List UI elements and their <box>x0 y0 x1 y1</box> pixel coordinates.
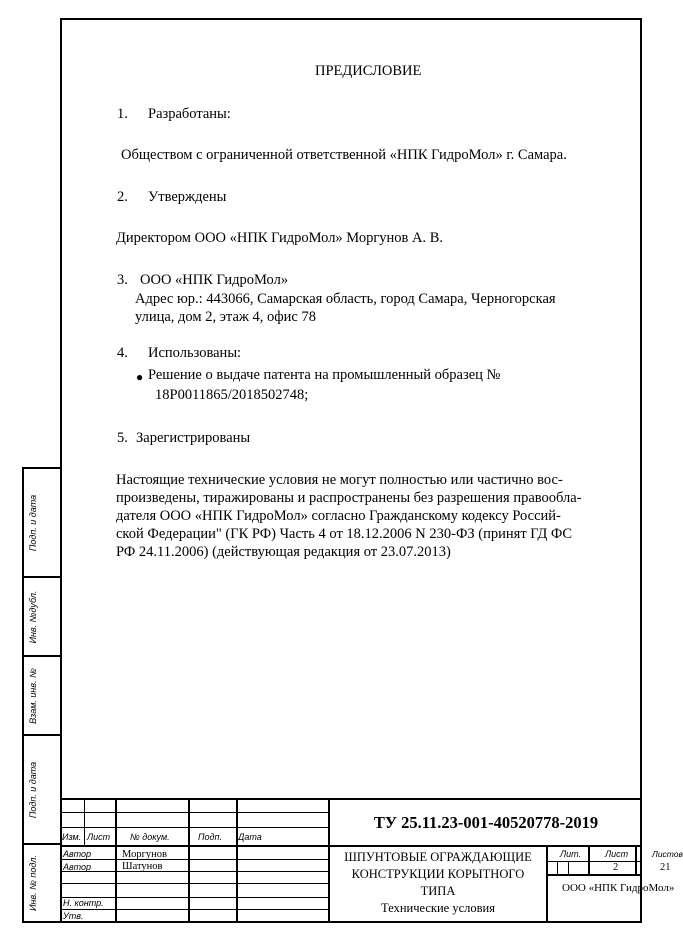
side-label: Подп. и дата <box>28 494 38 551</box>
bullet-line: 18Р0011865/2018502748; <box>155 387 309 403</box>
stamp-row-line <box>60 871 330 872</box>
stamp-role: Автор <box>63 862 92 872</box>
stamp-row-line <box>60 909 330 910</box>
stamp-row-line <box>60 859 330 860</box>
stamp-col-line <box>84 798 85 845</box>
address-line: Адрес юр.: 443066, Самарская область, город Самара, Черногорская <box>135 291 556 307</box>
stamp-header-podp: Подп. <box>198 832 222 842</box>
section-heading: Разработаны: <box>148 106 231 122</box>
bullet-icon: ● <box>136 370 144 384</box>
section-body: Директором ООО «НПК ГидроМол» Моргунов А. В. <box>116 230 444 246</box>
stamp-row-line <box>60 883 330 884</box>
closing-line: произведены, тиражированы и распространены без разрешения правообла- <box>116 490 582 506</box>
section-heading: Зарегистрированы <box>136 430 251 446</box>
stamp-col-line <box>236 798 238 923</box>
stamp-col-line <box>557 861 558 874</box>
side-label: Инв. № подл. <box>28 855 38 911</box>
section-number: 2. <box>117 189 128 205</box>
stamp-name: Моргунов <box>122 849 167 860</box>
stamp-header-list: Лист <box>87 832 111 842</box>
stamp-role: Утв. <box>63 911 84 921</box>
stamp-row-line <box>60 845 330 847</box>
document-title-line: ТИПА <box>420 884 456 898</box>
document-title-line: КОНСТРУКЦИИ КОРЫТНОГО <box>351 867 525 881</box>
stamp-name: Шатунов <box>122 861 163 872</box>
closing-line: РФ 24.11.2006) (действующая редакция от 23.07.2013) <box>116 544 451 560</box>
stamp-row-line <box>546 874 642 876</box>
stamp-col-line <box>635 847 637 875</box>
section-number: 5. <box>117 430 128 446</box>
bullet-line: Решение о выдаче патента на промышленный образец № <box>148 367 501 383</box>
address-line: улица, дом 2, этаж 4, офис 78 <box>135 309 316 325</box>
side-label: Взам. инв. № <box>28 667 38 724</box>
stamp-header-date: Дата <box>238 832 262 842</box>
stamp-col-line <box>188 798 190 923</box>
stamp-organization: ООО «НПК ГидроМол» <box>562 882 675 894</box>
closing-line: Настоящие технические условия не могут полностью или частично вос- <box>116 472 563 488</box>
stamp-header-izm: Изм. <box>62 832 82 842</box>
stamp-sheet-value: 2 <box>613 862 619 873</box>
stamp-sheet-label: Лист <box>605 849 629 859</box>
stamp-sheets-value: 21 <box>660 862 671 873</box>
stamp-row-line <box>546 861 642 862</box>
stamp-role: Н. контр. <box>63 898 104 908</box>
document-title-line: Технические условия <box>381 901 495 915</box>
section-number: 3. <box>117 272 128 288</box>
side-label: Инв. №дубл. <box>28 590 38 643</box>
stamp-col-line <box>115 798 117 923</box>
stamp-header-doc: № докум. <box>130 832 170 842</box>
side-label: Подп. и дата <box>28 761 38 818</box>
stamp-lit-label: Лит. <box>560 849 582 859</box>
stamp-col-line <box>588 847 590 875</box>
stamp-col-line <box>568 861 569 874</box>
document-title <box>330 848 546 923</box>
closing-line: ской Федерации" (ГК РФ) Часть 4 от 18.12.2006 N 230-ФЗ (принят ГД ФС <box>116 526 573 542</box>
title-block <box>60 798 683 923</box>
stamp-sheets-label: Листов <box>652 849 683 859</box>
stamp-row-line <box>60 812 330 813</box>
document-code: ТУ 25.11.23-001-40520778-2019 <box>373 813 599 832</box>
section-body: Обществом с ограниченной ответственной «НПК ГидроМол» г. Самара. <box>121 147 567 163</box>
section-heading: Использованы: <box>148 345 242 361</box>
closing-line: дателя ООО «НПК ГидроМол» согласно Гражданскому кодексу Россий- <box>116 508 561 524</box>
section-heading: ООО «НПК ГидроМол» <box>140 272 289 288</box>
stamp-row-line <box>60 827 330 828</box>
section-heading: Утверждены <box>148 189 227 205</box>
stamp-role: Автор <box>63 849 92 859</box>
page-title: ПРЕДИСЛОВИЕ <box>315 63 422 79</box>
document-title-line: ШПУНТОВЫЕ ОГРАЖДАЮЩИЕ <box>344 850 532 864</box>
stamp-col-line <box>546 847 548 923</box>
section-number: 1. <box>117 106 128 122</box>
section-number: 4. <box>117 345 128 361</box>
